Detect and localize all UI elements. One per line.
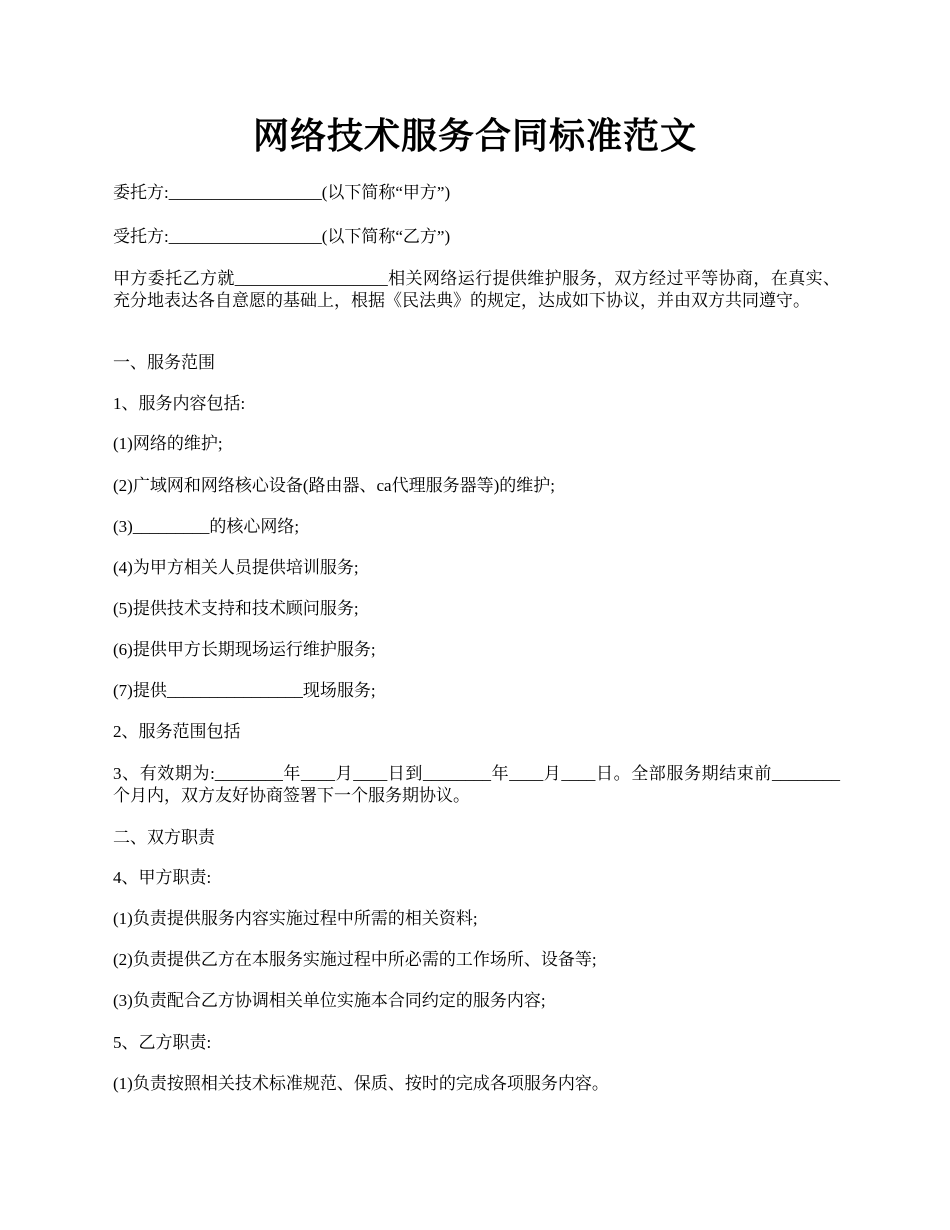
clause-1-heading: 1、服务内容包括: (113, 394, 246, 413)
list-item: (5)提供技术支持和技术顾问服务; (113, 599, 359, 618)
list-item: (2)广域网和网络核心设备(路由器、ca代理服务器等)的维护; (113, 476, 555, 495)
list-item: (2)负责提供乙方在本服务实施过程中所必需的工作场所、设备等; (113, 950, 597, 969)
document-title: 网络技术服务合同标准范文 (252, 116, 697, 156)
section-heading-responsibilities: 二、双方职责 (113, 828, 215, 847)
list-item: (7)提供________________现场服务; (113, 681, 376, 700)
list-item: (3)负责配合乙方协调相关单位实施本合同约定的服务内容; (113, 991, 546, 1010)
clause-2-heading: 2、服务范围包括 (113, 722, 241, 741)
list-item: (1)负责提供服务内容实施过程中所需的相关资料; (113, 909, 478, 928)
clause-contractor: 受托方:__________________(以下简称“乙方”) (113, 227, 451, 246)
clause-3-validity: 3、有效期为:________年____月____日到________年____月____日。全部服务期结束前________个月内，双方友好协商签署下一个服务期协议。 (113, 764, 840, 805)
list-item: (3)_________的核心网络; (113, 517, 300, 536)
clause-4-heading: 4、甲方职责: (113, 868, 212, 887)
clause-preamble: 甲方委托乙方就__________________相关网络运行提供维护服务，双方经过平等协商，在真实、充分地表达各自意愿的基础上，根据《民法典》的规定，达成如下协议，并由双方共同遵守。 (113, 269, 840, 310)
clause-5-heading: 5、乙方职责: (113, 1033, 212, 1052)
list-item: (4)为甲方相关人员提供培训服务; (113, 558, 359, 577)
clause-client: 委托方:__________________(以下简称“甲方”) (113, 183, 451, 202)
list-item: (1)负责按照相关技术标准规范、保质、按时的完成各项服务内容。 (113, 1074, 609, 1093)
list-item: (6)提供甲方长期现场运行维护服务; (113, 640, 376, 659)
list-item: (1)网络的维护; (113, 434, 223, 453)
section-heading-service-scope: 一、服务范围 (113, 353, 215, 372)
